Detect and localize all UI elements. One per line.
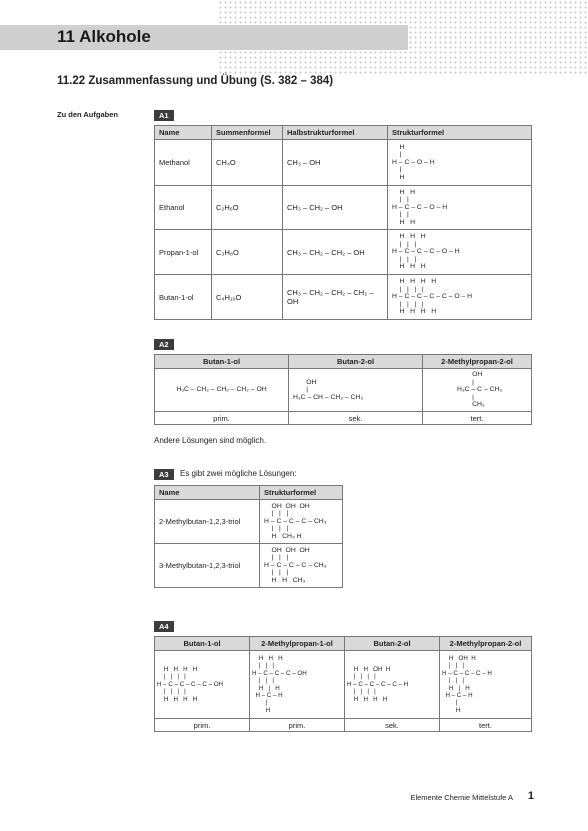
footer-book-title: Elemente Chemie Mittelstufe A <box>410 793 513 802</box>
a2-type: prim. <box>155 412 289 425</box>
a3-header-struct: Strukturformel <box>260 486 343 500</box>
a4-type: sek. <box>345 719 440 732</box>
a1-row-name: Methanol <box>155 140 212 186</box>
a4-header: Butan-2-ol <box>345 637 440 651</box>
a1-row-struct: H H H | | | H – C – C – C – O – H | | | H H H <box>392 233 460 271</box>
a1-row-half: CH₃ – CH₂ – CH₂ – CH₂ – OH <box>283 275 388 320</box>
task-badge-a2: A2 <box>154 339 174 350</box>
aside-label: Zu den Aufgaben <box>57 110 118 119</box>
task-badge-a4: A4 <box>154 621 174 632</box>
a4-header: 2-Methylpropan-1-ol <box>250 637 345 651</box>
a4-formula: H OH H | | | H – C – C – C – H | | | H | H H – C – H | H <box>442 654 492 714</box>
a2-note: Andere Lösungen sind möglich. <box>154 436 267 445</box>
task-badge-a3: A3 <box>154 469 174 480</box>
a2-header: Butan-2-ol <box>289 355 423 369</box>
a4-formula: H H OH H | | | | H – C – C – C – C – H | | | | H H H H <box>347 665 409 703</box>
a2-type: sek. <box>289 412 423 425</box>
a2-table <box>154 354 532 425</box>
a2-formula: OH | H₃C – CH – CH₂ – CH₃ <box>293 378 364 401</box>
a4-type: tert. <box>440 719 532 732</box>
a1-row-sum: C₄H₁₀O <box>212 275 283 320</box>
chapter-title: 11 Alkohole <box>57 27 151 46</box>
task-badge-a1: A1 <box>154 110 174 121</box>
a1-row-half: CH₃ – CH₂ – CH₂ – OH <box>283 230 388 275</box>
a3-row-name: 2-Methylbutan-1,2,3-triol <box>155 500 260 544</box>
section-title: 11.22 Zusammenfassung und Übung (S. 382 – 384) <box>57 75 334 87</box>
a3-row-name: 3-Methylbutan-1,2,3-triol <box>155 544 260 588</box>
a1-table <box>154 125 532 320</box>
a3-table <box>154 485 343 588</box>
a1-row-sum: CH₄O <box>212 140 283 186</box>
a1-row-struct: H H H H | | | | H – C – C – C – C – O – H | | | | H H H H <box>392 278 473 316</box>
a3-intro: Es gibt zwei mögliche Lösungen: <box>180 469 297 478</box>
a1-row-struct: H | H – C – O – H | H <box>392 143 435 181</box>
a2-header: Butan-1-ol <box>155 355 289 369</box>
a4-table <box>154 636 532 732</box>
a4-header: 2-Methylpropan-2-ol <box>440 637 532 651</box>
a4-type: prim. <box>155 719 250 732</box>
page-number: 1 <box>527 790 534 802</box>
a4-formula: H H H H | | | | H – C – C – C – C – OH | | | | H H H H <box>157 665 224 703</box>
a1-header-struct: Strukturformel <box>388 126 532 140</box>
a1-row-name: Ethanol <box>155 186 212 230</box>
a1-row-half: CH₃ – OH <box>283 140 388 186</box>
a3-row-struct: OH OH OH | | | H – C – C – C – CH₃ | | | H CH₃ H <box>264 502 327 540</box>
a2-formula: H₃C – CH₂ – CH₂ – CH₂ – OH <box>176 386 267 394</box>
a2-type: tert. <box>423 412 532 425</box>
a1-row-name: Propan-1-ol <box>155 230 212 275</box>
a1-row-half: CH₃ – CH₂ – OH <box>283 186 388 230</box>
a1-header-half: Halbstrukturformel <box>283 126 388 140</box>
a2-header: 2-Methylpropan-2-ol <box>423 355 532 369</box>
a4-formula: H H H | | | H – C – C – C – OH | | | H | H H – C – H | H <box>252 654 307 714</box>
a2-formula: OH | H₃C – C – CH₃ | CH₃ <box>457 371 503 409</box>
a1-row-struct: H H | | H – C – C – O – H | | H H <box>392 188 448 226</box>
a4-type: prim. <box>250 719 345 732</box>
a1-row-name: Butan-1-ol <box>155 275 212 320</box>
a3-header-name: Name <box>155 486 260 500</box>
a4-header: Butan-1-ol <box>155 637 250 651</box>
a1-row-sum: C₂H₆O <box>212 186 283 230</box>
a3-row-struct: OH OH OH | | | H – C – C – C – CH₃ | | | H H CH₃ <box>264 546 327 584</box>
a1-row-sum: C₃H₈O <box>212 230 283 275</box>
a1-header-name: Name <box>155 126 212 140</box>
a1-header-sum: Summenformel <box>212 126 283 140</box>
